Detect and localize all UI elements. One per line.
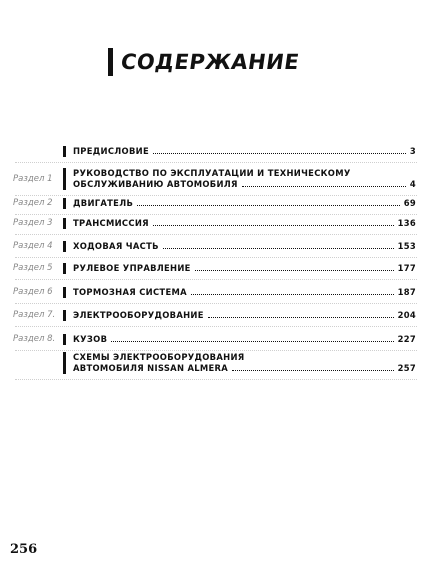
page-title: СОДЕРЖАНИЕ (119, 50, 301, 74)
toc-entry (73, 198, 416, 209)
entry-marker-bar (63, 287, 66, 298)
entry-marker-bar (63, 263, 66, 274)
entry-marker-bar (63, 146, 66, 157)
section-label: Раздел 6 (13, 287, 53, 297)
toc-entry (73, 146, 416, 157)
toc-entry (73, 263, 416, 274)
entry-marker-bar (63, 334, 66, 345)
entry-page-number: 3 (409, 146, 416, 156)
dot-leader (153, 152, 406, 154)
entry-page-number: 227 (397, 334, 416, 344)
entry-page-number: 177 (397, 263, 416, 273)
toc-entry (73, 241, 416, 252)
toc-entry (73, 218, 416, 229)
entry-marker-bar (63, 218, 66, 229)
entry-page-number: 69 (403, 198, 416, 208)
entry-marker-bar (63, 241, 66, 252)
toc-entry (73, 168, 416, 190)
row-divider (15, 279, 417, 280)
toc-row (0, 198, 428, 209)
entry-title: ХОДОВАЯ ЧАСТЬ (73, 241, 159, 251)
entry-title: ДВИГАТЕЛЬ (73, 198, 134, 208)
toc-row (0, 218, 428, 229)
section-label: Раздел 3 (13, 218, 53, 228)
row-divider (15, 350, 417, 351)
row-divider (15, 162, 417, 163)
toc-row (0, 241, 428, 252)
section-label: Раздел 5 (13, 263, 53, 273)
toc-row (0, 287, 428, 298)
toc-entry (73, 352, 416, 374)
section-label: Раздел 8. (13, 334, 56, 344)
toc-row (0, 168, 428, 190)
page-number: 256 (10, 542, 38, 557)
row-divider (15, 234, 417, 235)
entry-page-number: 204 (397, 310, 416, 320)
section-label: Раздел 2 (13, 198, 53, 208)
row-divider (15, 326, 417, 327)
row-divider (15, 214, 417, 215)
section-label: Раздел 1 (13, 173, 53, 184)
row-divider (15, 257, 417, 258)
dot-leader (232, 369, 394, 371)
entry-page-number: 187 (397, 287, 416, 297)
heading-bar (108, 48, 113, 76)
row-divider (15, 303, 417, 304)
entry-page-number: 4 (409, 179, 416, 189)
toc-entry (73, 287, 416, 298)
toc-entry (73, 334, 416, 345)
row-divider (15, 195, 417, 196)
entry-title: ПРЕДИСЛОВИЕ (73, 146, 149, 156)
entry-title: РУКОВОДСТВО ПО ЭКСПЛУАТАЦИИ И ТЕХНИЧЕСКОМУ (73, 168, 351, 178)
dot-leader (208, 316, 394, 318)
entry-title: ТОРМОЗНАЯ СИСТЕМА (73, 287, 187, 297)
entry-marker-bar (63, 168, 66, 190)
entry-title: АВТОМОБИЛЯ NISSAN ALMERA (73, 363, 229, 373)
entry-title: КУЗОВ (73, 334, 108, 344)
toc-entry (73, 310, 416, 321)
entry-title: СХЕМЫ ЭЛЕКТРООБОРУДОВАНИЯ (73, 352, 245, 362)
dot-leader (195, 269, 394, 271)
page-heading (108, 48, 299, 76)
dot-leader (163, 247, 394, 249)
entry-page-number: 257 (397, 363, 416, 373)
entry-title: ОБСЛУЖИВАНИЮ АВТОМОБИЛЯ (73, 179, 238, 189)
entry-title: ТРАНСМИССИЯ (73, 218, 149, 228)
entry-marker-bar (63, 198, 66, 209)
dot-leader (137, 204, 400, 206)
entry-page-number: 136 (397, 218, 416, 228)
toc-row (0, 352, 428, 374)
toc-row (0, 334, 428, 345)
entry-marker-bar (63, 352, 66, 374)
toc-row (0, 263, 428, 274)
entry-title: РУЛЕВОЕ УПРАВЛЕНИЕ (73, 263, 191, 273)
dot-leader (153, 224, 394, 226)
entry-marker-bar (63, 310, 66, 321)
toc-row (0, 146, 428, 157)
dot-leader (242, 185, 406, 187)
section-label: Раздел 7. (13, 310, 56, 320)
dot-leader (191, 293, 394, 295)
dot-leader (111, 340, 393, 342)
entry-page-number: 153 (397, 241, 416, 251)
row-divider (15, 379, 417, 380)
toc-row (0, 310, 428, 321)
entry-title: ЭЛЕКТРООБОРУДОВАНИЕ (73, 310, 204, 320)
section-label: Раздел 4 (13, 241, 53, 251)
